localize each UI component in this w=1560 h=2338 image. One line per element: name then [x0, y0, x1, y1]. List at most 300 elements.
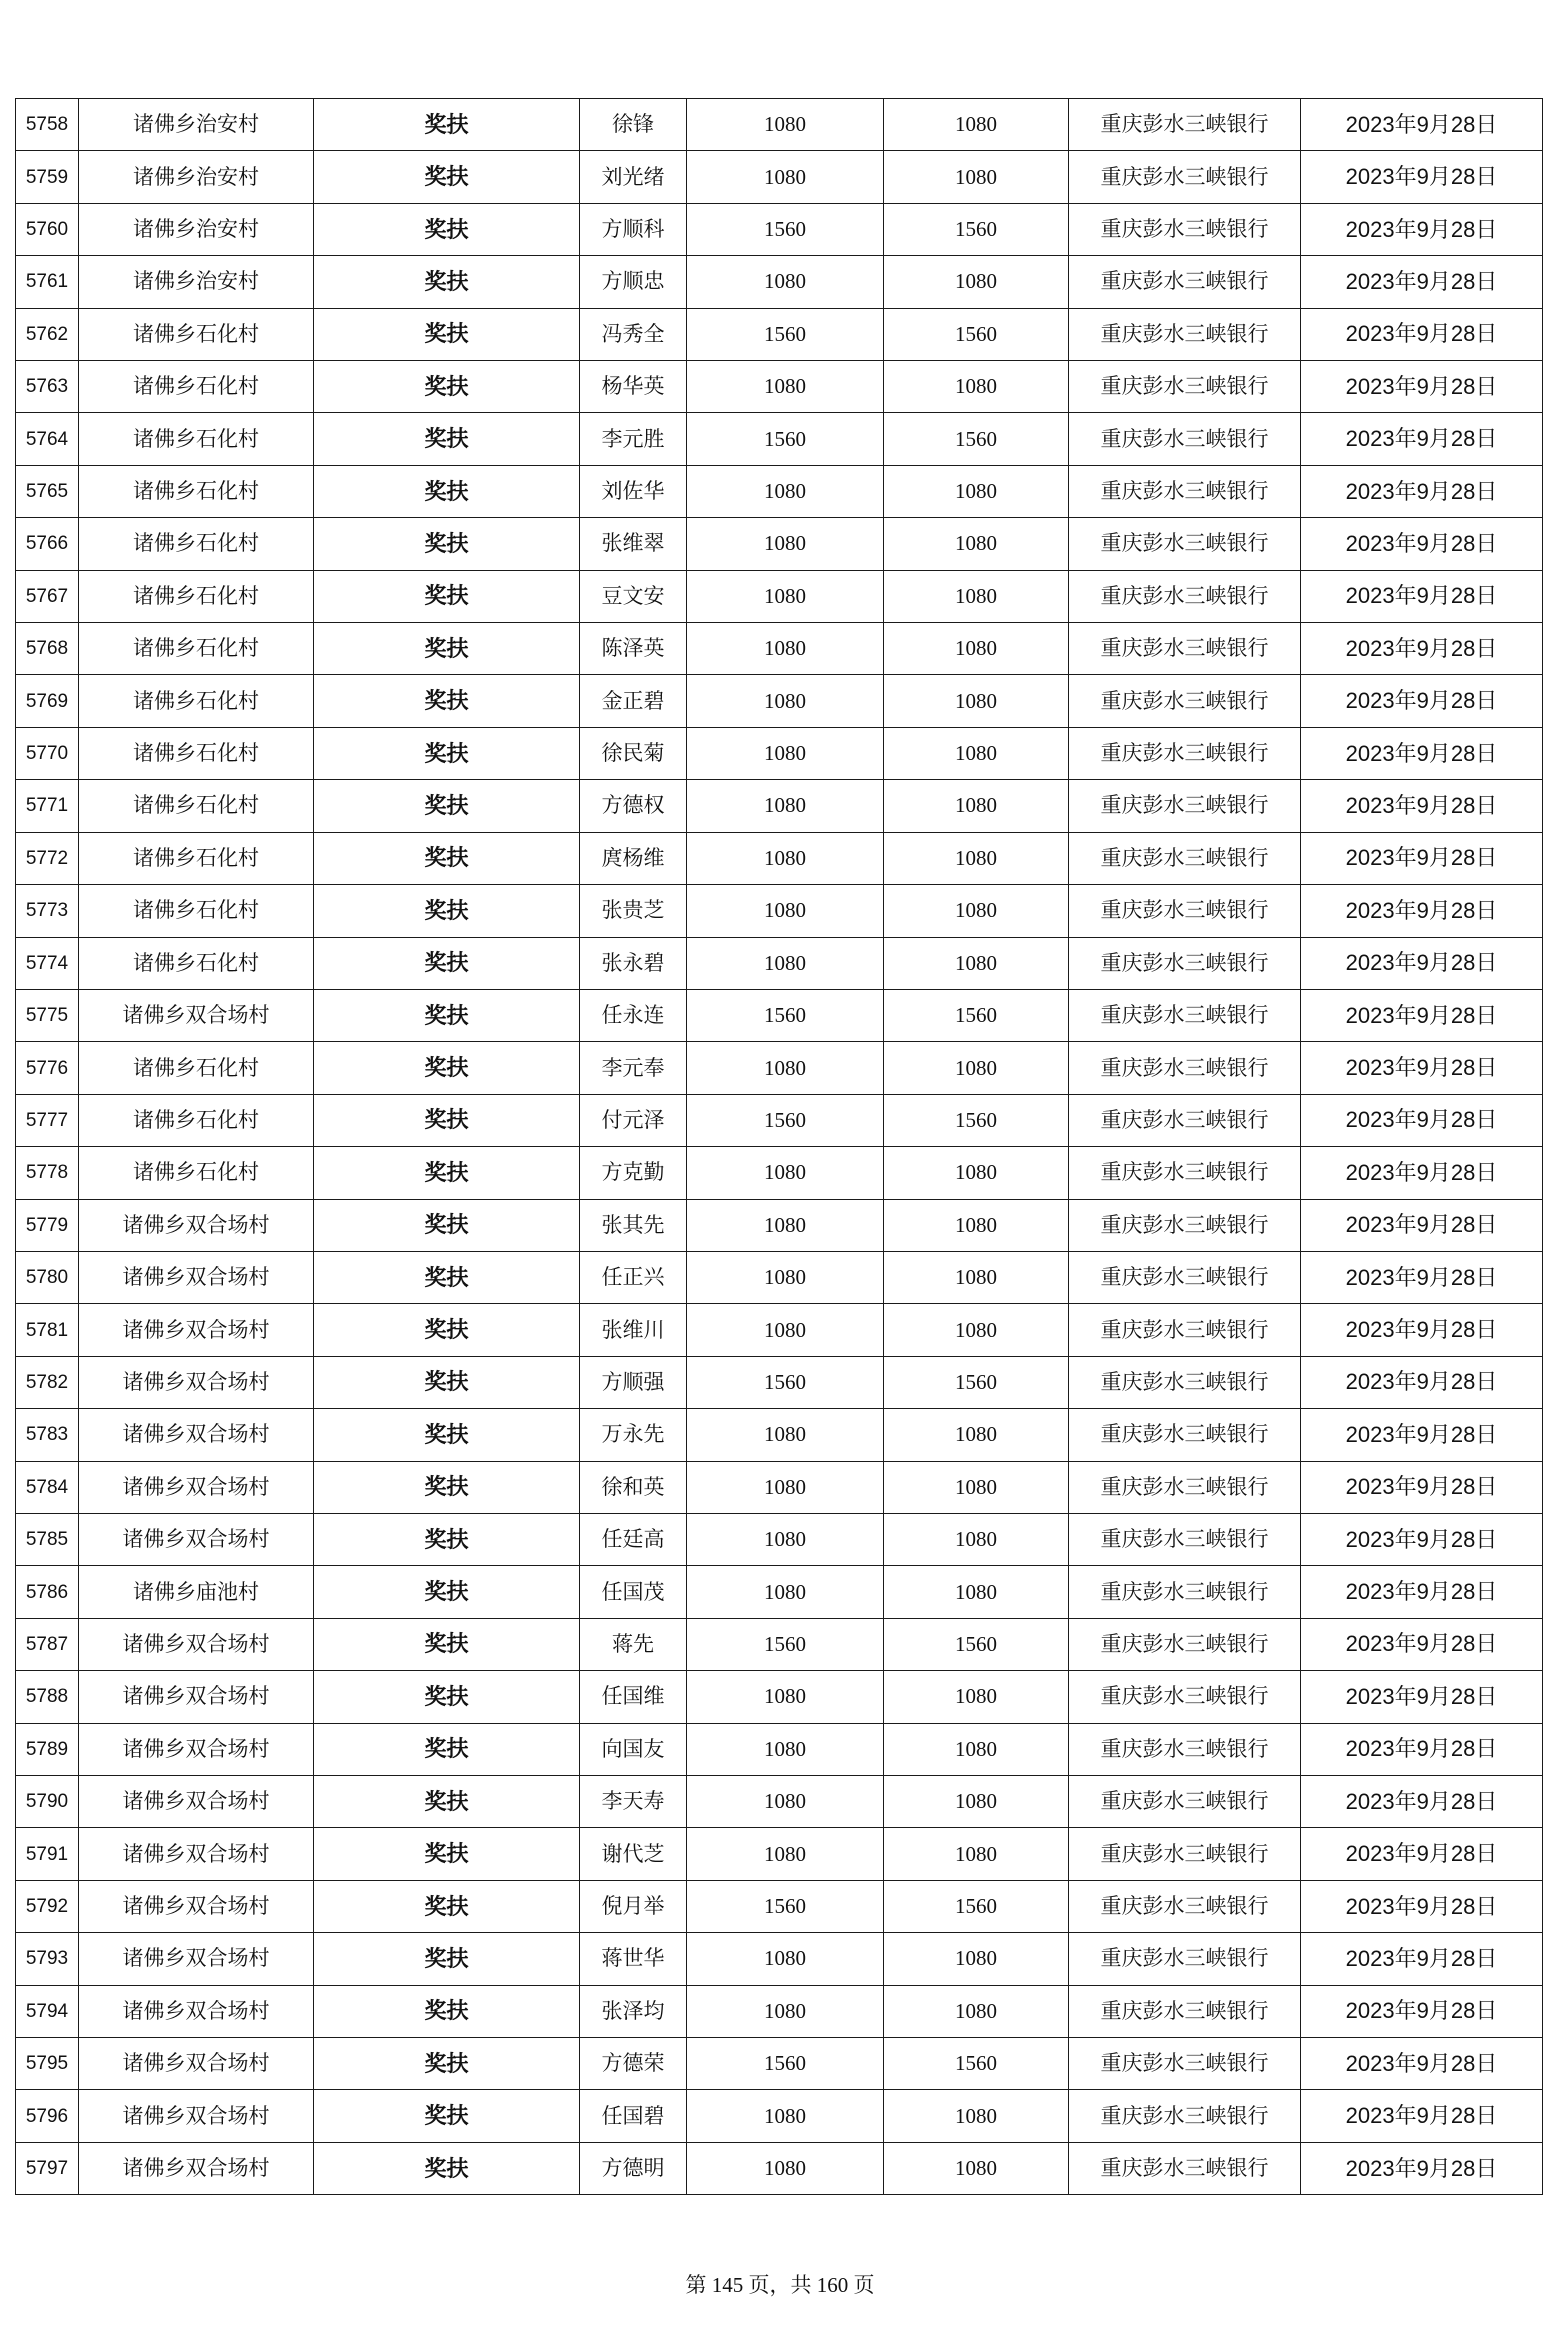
row-number-cell: 5766 — [16, 518, 79, 570]
date-cell: 2023年9月28日 — [1301, 937, 1543, 989]
table-row — [16, 623, 1543, 675]
person-name-cell: 张其先 — [580, 1199, 687, 1251]
table-row — [16, 1933, 1543, 1985]
subsidy-type-cell: 奖扶 — [314, 203, 580, 255]
date-cell: 2023年9月28日 — [1301, 413, 1543, 465]
table-row — [16, 2090, 1543, 2142]
bank-cell: 重庆彭水三峡银行 — [1069, 256, 1301, 308]
paid-amount-cell: 1560 — [884, 203, 1069, 255]
village-cell: 诸佛乡治安村 — [79, 151, 314, 203]
amount-cell: 1560 — [687, 1618, 884, 1670]
row-number-cell: 5772 — [16, 832, 79, 884]
row-number-cell: 5785 — [16, 1513, 79, 1565]
person-name-cell: 李元奉 — [580, 1042, 687, 1094]
row-number-cell: 5774 — [16, 937, 79, 989]
date-cell: 2023年9月28日 — [1301, 675, 1543, 727]
date-cell: 2023年9月28日 — [1301, 256, 1543, 308]
row-number-cell: 5792 — [16, 1880, 79, 1932]
amount-cell: 1080 — [687, 1251, 884, 1303]
bank-cell: 重庆彭水三峡银行 — [1069, 308, 1301, 360]
date-cell: 2023年9月28日 — [1301, 1723, 1543, 1775]
village-cell: 诸佛乡治安村 — [79, 99, 314, 151]
subsidy-type-cell: 奖扶 — [314, 780, 580, 832]
paid-amount-cell: 1080 — [884, 151, 1069, 203]
amount-cell: 1080 — [687, 1671, 884, 1723]
date-cell: 2023年9月28日 — [1301, 1566, 1543, 1618]
subsidy-type-cell: 奖扶 — [314, 832, 580, 884]
table-row — [16, 989, 1543, 1041]
village-cell: 诸佛乡石化村 — [79, 885, 314, 937]
amount-cell: 1080 — [687, 1723, 884, 1775]
table-row — [16, 2142, 1543, 2194]
row-number-cell: 5777 — [16, 1094, 79, 1146]
amount-cell: 1080 — [687, 1042, 884, 1094]
amount-cell: 1560 — [687, 203, 884, 255]
subsidy-type-cell: 奖扶 — [314, 1618, 580, 1670]
village-cell: 诸佛乡石化村 — [79, 832, 314, 884]
village-cell: 诸佛乡双合场村 — [79, 1828, 314, 1880]
table-row — [16, 1147, 1543, 1199]
date-cell: 2023年9月28日 — [1301, 832, 1543, 884]
person-name-cell: 倪月举 — [580, 1880, 687, 1932]
bank-cell: 重庆彭水三峡银行 — [1069, 2142, 1301, 2194]
date-cell: 2023年9月28日 — [1301, 203, 1543, 255]
table-row — [16, 1094, 1543, 1146]
date-cell: 2023年9月28日 — [1301, 1618, 1543, 1670]
paid-amount-cell: 1080 — [884, 1304, 1069, 1356]
date-cell: 2023年9月28日 — [1301, 518, 1543, 570]
village-cell: 诸佛乡双合场村 — [79, 1671, 314, 1723]
bank-cell: 重庆彭水三峡银行 — [1069, 1776, 1301, 1828]
village-cell: 诸佛乡石化村 — [79, 413, 314, 465]
row-number-cell: 5767 — [16, 570, 79, 622]
village-cell: 诸佛乡双合场村 — [79, 1356, 314, 1408]
amount-cell: 1560 — [687, 989, 884, 1041]
date-cell: 2023年9月28日 — [1301, 99, 1543, 151]
date-cell: 2023年9月28日 — [1301, 1933, 1543, 1985]
paid-amount-cell: 1080 — [884, 1147, 1069, 1199]
bank-cell: 重庆彭水三峡银行 — [1069, 1513, 1301, 1565]
paid-amount-cell: 1080 — [884, 675, 1069, 727]
subsidy-type-cell: 奖扶 — [314, 937, 580, 989]
subsidy-type-cell: 奖扶 — [314, 413, 580, 465]
date-cell: 2023年9月28日 — [1301, 308, 1543, 360]
village-cell: 诸佛乡石化村 — [79, 623, 314, 675]
paid-amount-cell: 1080 — [884, 832, 1069, 884]
table-row — [16, 203, 1543, 255]
table-row — [16, 1304, 1543, 1356]
paid-amount-cell: 1560 — [884, 989, 1069, 1041]
subsidy-type-cell: 奖扶 — [314, 1147, 580, 1199]
subsidy-type-cell: 奖扶 — [314, 1251, 580, 1303]
amount-cell: 1080 — [687, 361, 884, 413]
person-name-cell: 李元胜 — [580, 413, 687, 465]
subsidy-type-cell: 奖扶 — [314, 1566, 580, 1618]
row-number-cell: 5759 — [16, 151, 79, 203]
subsidy-type-cell: 奖扶 — [314, 1356, 580, 1408]
date-cell: 2023年9月28日 — [1301, 1147, 1543, 1199]
village-cell: 诸佛乡石化村 — [79, 675, 314, 727]
village-cell: 诸佛乡双合场村 — [79, 1618, 314, 1670]
bank-cell: 重庆彭水三峡银行 — [1069, 1356, 1301, 1408]
table-row — [16, 1251, 1543, 1303]
amount-cell: 1080 — [687, 151, 884, 203]
subsidy-type-cell: 奖扶 — [314, 989, 580, 1041]
row-number-cell: 5765 — [16, 465, 79, 517]
row-number-cell: 5783 — [16, 1409, 79, 1461]
bank-cell: 重庆彭水三峡银行 — [1069, 151, 1301, 203]
table-row — [16, 675, 1543, 727]
amount-cell: 1560 — [687, 1356, 884, 1408]
subsidy-type-cell: 奖扶 — [314, 623, 580, 675]
person-name-cell: 向国友 — [580, 1723, 687, 1775]
date-cell: 2023年9月28日 — [1301, 1304, 1543, 1356]
date-cell: 2023年9月28日 — [1301, 1409, 1543, 1461]
row-number-cell: 5781 — [16, 1304, 79, 1356]
person-name-cell: 谢代芝 — [580, 1828, 687, 1880]
date-cell: 2023年9月28日 — [1301, 2038, 1543, 2090]
row-number-cell: 5789 — [16, 1723, 79, 1775]
person-name-cell: 金正碧 — [580, 675, 687, 727]
row-number-cell: 5787 — [16, 1618, 79, 1670]
bank-cell: 重庆彭水三峡银行 — [1069, 1933, 1301, 1985]
date-cell: 2023年9月28日 — [1301, 1880, 1543, 1932]
bank-cell: 重庆彭水三峡银行 — [1069, 780, 1301, 832]
row-number-cell: 5761 — [16, 256, 79, 308]
paid-amount-cell: 1560 — [884, 413, 1069, 465]
paid-amount-cell: 1080 — [884, 623, 1069, 675]
bank-cell: 重庆彭水三峡银行 — [1069, 623, 1301, 675]
person-name-cell: 任永连 — [580, 989, 687, 1041]
village-cell: 诸佛乡石化村 — [79, 465, 314, 517]
date-cell: 2023年9月28日 — [1301, 1513, 1543, 1565]
date-cell: 2023年9月28日 — [1301, 989, 1543, 1041]
bank-cell: 重庆彭水三峡银行 — [1069, 1251, 1301, 1303]
subsidy-type-cell: 奖扶 — [314, 1933, 580, 1985]
amount-cell: 1080 — [687, 1566, 884, 1618]
bank-cell: 重庆彭水三峡银行 — [1069, 832, 1301, 884]
row-number-cell: 5775 — [16, 989, 79, 1041]
page-number-label: 第 145 页，共 160 页 — [685, 2273, 875, 2297]
person-name-cell: 徐和英 — [580, 1461, 687, 1513]
table-row — [16, 1461, 1543, 1513]
subsidy-type-cell: 奖扶 — [314, 1671, 580, 1723]
paid-amount-cell: 1080 — [884, 1461, 1069, 1513]
paid-amount-cell: 1080 — [884, 256, 1069, 308]
row-number-cell: 5762 — [16, 308, 79, 360]
person-name-cell: 蒋先 — [580, 1618, 687, 1670]
subsidy-type-cell: 奖扶 — [314, 1723, 580, 1775]
person-name-cell: 张贵芝 — [580, 885, 687, 937]
person-name-cell: 方克勤 — [580, 1147, 687, 1199]
paid-amount-cell: 1560 — [884, 1880, 1069, 1932]
amount-cell: 1080 — [687, 1513, 884, 1565]
village-cell: 诸佛乡石化村 — [79, 780, 314, 832]
amount-cell: 1080 — [687, 832, 884, 884]
village-cell: 诸佛乡石化村 — [79, 518, 314, 570]
subsidy-type-cell: 奖扶 — [314, 1042, 580, 1094]
page-footer — [0, 2272, 1560, 2298]
amount-cell: 1080 — [687, 727, 884, 779]
bank-cell: 重庆彭水三峡银行 — [1069, 2090, 1301, 2142]
subsidy-type-cell: 奖扶 — [314, 1776, 580, 1828]
subsidy-type-cell: 奖扶 — [314, 1513, 580, 1565]
amount-cell: 1080 — [687, 780, 884, 832]
subsidy-type-cell: 奖扶 — [314, 518, 580, 570]
bank-cell: 重庆彭水三峡银行 — [1069, 885, 1301, 937]
amount-cell: 1560 — [687, 413, 884, 465]
date-cell: 2023年9月28日 — [1301, 780, 1543, 832]
village-cell: 诸佛乡石化村 — [79, 1042, 314, 1094]
person-name-cell: 豆文安 — [580, 570, 687, 622]
row-number-cell: 5796 — [16, 2090, 79, 2142]
paid-amount-cell: 1080 — [884, 1723, 1069, 1775]
paid-amount-cell: 1080 — [884, 518, 1069, 570]
person-name-cell: 任廷高 — [580, 1513, 687, 1565]
person-name-cell: 任国茂 — [580, 1566, 687, 1618]
person-name-cell: 万永先 — [580, 1409, 687, 1461]
row-number-cell: 5784 — [16, 1461, 79, 1513]
row-number-cell: 5779 — [16, 1199, 79, 1251]
row-number-cell: 5758 — [16, 99, 79, 151]
amount-cell: 1080 — [687, 570, 884, 622]
amount-cell: 1560 — [687, 2038, 884, 2090]
date-cell: 2023年9月28日 — [1301, 727, 1543, 779]
table-row — [16, 1723, 1543, 1775]
person-name-cell: 方德权 — [580, 780, 687, 832]
row-number-cell: 5786 — [16, 1566, 79, 1618]
date-cell: 2023年9月28日 — [1301, 465, 1543, 517]
bank-cell: 重庆彭水三峡银行 — [1069, 675, 1301, 727]
row-number-cell: 5793 — [16, 1933, 79, 1985]
paid-amount-cell: 1560 — [884, 1094, 1069, 1146]
bank-cell: 重庆彭水三峡银行 — [1069, 727, 1301, 779]
table-row — [16, 256, 1543, 308]
table-row — [16, 1513, 1543, 1565]
table-row — [16, 832, 1543, 884]
village-cell: 诸佛乡双合场村 — [79, 1461, 314, 1513]
bank-cell: 重庆彭水三峡银行 — [1069, 1147, 1301, 1199]
village-cell: 诸佛乡双合场村 — [79, 1933, 314, 1985]
date-cell: 2023年9月28日 — [1301, 151, 1543, 203]
date-cell: 2023年9月28日 — [1301, 1461, 1543, 1513]
table-row — [16, 308, 1543, 360]
table-row — [16, 1671, 1543, 1723]
row-number-cell: 5794 — [16, 1985, 79, 2037]
subsidy-type-cell: 奖扶 — [314, 675, 580, 727]
row-number-cell: 5763 — [16, 361, 79, 413]
amount-cell: 1080 — [687, 1985, 884, 2037]
person-name-cell: 方德明 — [580, 2142, 687, 2194]
village-cell: 诸佛乡双合场村 — [79, 1513, 314, 1565]
person-name-cell: 付元泽 — [580, 1094, 687, 1146]
person-name-cell: 徐锋 — [580, 99, 687, 151]
table-row — [16, 413, 1543, 465]
village-cell: 诸佛乡双合场村 — [79, 1723, 314, 1775]
village-cell: 诸佛乡双合场村 — [79, 989, 314, 1041]
subsidy-type-cell: 奖扶 — [314, 2142, 580, 2194]
amount-cell: 1080 — [687, 1409, 884, 1461]
amount-cell: 1080 — [687, 623, 884, 675]
village-cell: 诸佛乡双合场村 — [79, 1199, 314, 1251]
person-name-cell: 任国碧 — [580, 2090, 687, 2142]
paid-amount-cell: 1560 — [884, 1356, 1069, 1408]
bank-cell: 重庆彭水三峡银行 — [1069, 937, 1301, 989]
date-cell: 2023年9月28日 — [1301, 623, 1543, 675]
amount-cell: 1080 — [687, 1199, 884, 1251]
village-cell: 诸佛乡双合场村 — [79, 2142, 314, 2194]
amount-cell: 1080 — [687, 99, 884, 151]
paid-amount-cell: 1080 — [884, 937, 1069, 989]
paid-amount-cell: 1080 — [884, 2090, 1069, 2142]
date-cell: 2023年9月28日 — [1301, 570, 1543, 622]
table-row — [16, 727, 1543, 779]
row-number-cell: 5776 — [16, 1042, 79, 1094]
table-row — [16, 1776, 1543, 1828]
subsidy-type-cell: 奖扶 — [314, 1199, 580, 1251]
village-cell: 诸佛乡双合场村 — [79, 2090, 314, 2142]
bank-cell: 重庆彭水三峡银行 — [1069, 465, 1301, 517]
village-cell: 诸佛乡石化村 — [79, 308, 314, 360]
amount-cell: 1080 — [687, 518, 884, 570]
person-name-cell: 刘佐华 — [580, 465, 687, 517]
village-cell: 诸佛乡石化村 — [79, 1094, 314, 1146]
table-row — [16, 780, 1543, 832]
bank-cell: 重庆彭水三峡银行 — [1069, 1880, 1301, 1932]
paid-amount-cell: 1560 — [884, 308, 1069, 360]
date-cell: 2023年9月28日 — [1301, 885, 1543, 937]
village-cell: 诸佛乡石化村 — [79, 1147, 314, 1199]
amount-cell: 1080 — [687, 885, 884, 937]
village-cell: 诸佛乡石化村 — [79, 570, 314, 622]
paid-amount-cell: 1080 — [884, 465, 1069, 517]
bank-cell: 重庆彭水三峡银行 — [1069, 570, 1301, 622]
bank-cell: 重庆彭水三峡银行 — [1069, 1409, 1301, 1461]
amount-cell: 1080 — [687, 1776, 884, 1828]
amount-cell: 1560 — [687, 308, 884, 360]
bank-cell: 重庆彭水三峡银行 — [1069, 1042, 1301, 1094]
paid-amount-cell: 1080 — [884, 1566, 1069, 1618]
paid-amount-cell: 1080 — [884, 885, 1069, 937]
table-row — [16, 1356, 1543, 1408]
subsidy-type-cell: 奖扶 — [314, 570, 580, 622]
bank-cell: 重庆彭水三峡银行 — [1069, 361, 1301, 413]
subsidy-type-cell: 奖扶 — [314, 2090, 580, 2142]
bank-cell: 重庆彭水三峡银行 — [1069, 413, 1301, 465]
amount-cell: 1560 — [687, 1880, 884, 1932]
subsidy-type-cell: 奖扶 — [314, 727, 580, 779]
row-number-cell: 5770 — [16, 727, 79, 779]
paid-amount-cell: 1080 — [884, 727, 1069, 779]
amount-cell: 1080 — [687, 1461, 884, 1513]
row-number-cell: 5782 — [16, 1356, 79, 1408]
row-number-cell: 5797 — [16, 2142, 79, 2194]
amount-cell: 1080 — [687, 937, 884, 989]
row-number-cell: 5788 — [16, 1671, 79, 1723]
person-name-cell: 方顺忠 — [580, 256, 687, 308]
row-number-cell: 5778 — [16, 1147, 79, 1199]
bank-cell: 重庆彭水三峡银行 — [1069, 203, 1301, 255]
village-cell: 诸佛乡双合场村 — [79, 1880, 314, 1932]
date-cell: 2023年9月28日 — [1301, 2090, 1543, 2142]
paid-amount-cell: 1080 — [884, 1776, 1069, 1828]
subsidy-type-cell: 奖扶 — [314, 256, 580, 308]
village-cell: 诸佛乡双合场村 — [79, 1304, 314, 1356]
amount-cell: 1080 — [687, 1828, 884, 1880]
bank-cell: 重庆彭水三峡银行 — [1069, 1671, 1301, 1723]
table-row — [16, 1199, 1543, 1251]
bank-cell: 重庆彭水三峡银行 — [1069, 1304, 1301, 1356]
paid-amount-cell: 1080 — [884, 1985, 1069, 2037]
paid-amount-cell: 1080 — [884, 780, 1069, 832]
row-number-cell: 5771 — [16, 780, 79, 832]
table-row — [16, 465, 1543, 517]
table-row — [16, 1828, 1543, 1880]
person-name-cell: 冯秀全 — [580, 308, 687, 360]
person-name-cell: 任国维 — [580, 1671, 687, 1723]
table-row — [16, 1566, 1543, 1618]
person-name-cell: 陈泽英 — [580, 623, 687, 675]
subsidy-type-cell: 奖扶 — [314, 151, 580, 203]
paid-amount-cell: 1080 — [884, 1251, 1069, 1303]
amount-cell: 1080 — [687, 2090, 884, 2142]
date-cell: 2023年9月28日 — [1301, 1776, 1543, 1828]
amount-cell: 1560 — [687, 1094, 884, 1146]
village-cell: 诸佛乡石化村 — [79, 937, 314, 989]
subsidy-type-cell: 奖扶 — [314, 2038, 580, 2090]
date-cell: 2023年9月28日 — [1301, 361, 1543, 413]
row-number-cell: 5760 — [16, 203, 79, 255]
row-number-cell: 5768 — [16, 623, 79, 675]
date-cell: 2023年9月28日 — [1301, 1828, 1543, 1880]
amount-cell: 1080 — [687, 2142, 884, 2194]
person-name-cell: 张永碧 — [580, 937, 687, 989]
village-cell: 诸佛乡治安村 — [79, 256, 314, 308]
table-row — [16, 518, 1543, 570]
amount-cell: 1080 — [687, 675, 884, 727]
bank-cell: 重庆彭水三峡银行 — [1069, 518, 1301, 570]
table-row — [16, 361, 1543, 413]
village-cell: 诸佛乡双合场村 — [79, 1409, 314, 1461]
date-cell: 2023年9月28日 — [1301, 1356, 1543, 1408]
village-cell: 诸佛乡石化村 — [79, 361, 314, 413]
table-row — [16, 937, 1543, 989]
row-number-cell: 5773 — [16, 885, 79, 937]
amount-cell: 1080 — [687, 465, 884, 517]
table-body — [16, 99, 1543, 2195]
row-number-cell: 5764 — [16, 413, 79, 465]
amount-cell: 1080 — [687, 1933, 884, 1985]
table-row — [16, 1409, 1543, 1461]
bank-cell: 重庆彭水三峡银行 — [1069, 1828, 1301, 1880]
paid-amount-cell: 1080 — [884, 570, 1069, 622]
person-name-cell: 张维川 — [580, 1304, 687, 1356]
subsidy-type-cell: 奖扶 — [314, 465, 580, 517]
person-name-cell: 蒋世华 — [580, 1933, 687, 1985]
bank-cell: 重庆彭水三峡银行 — [1069, 1566, 1301, 1618]
person-name-cell: 方顺科 — [580, 203, 687, 255]
row-number-cell: 5790 — [16, 1776, 79, 1828]
subsidy-type-cell: 奖扶 — [314, 1880, 580, 1932]
date-cell: 2023年9月28日 — [1301, 2142, 1543, 2194]
date-cell: 2023年9月28日 — [1301, 1042, 1543, 1094]
paid-amount-cell: 1080 — [884, 1513, 1069, 1565]
paid-amount-cell: 1080 — [884, 361, 1069, 413]
bank-cell: 重庆彭水三峡银行 — [1069, 99, 1301, 151]
bank-cell: 重庆彭水三峡银行 — [1069, 989, 1301, 1041]
subsidy-type-cell: 奖扶 — [314, 308, 580, 360]
person-name-cell: 方德荣 — [580, 2038, 687, 2090]
